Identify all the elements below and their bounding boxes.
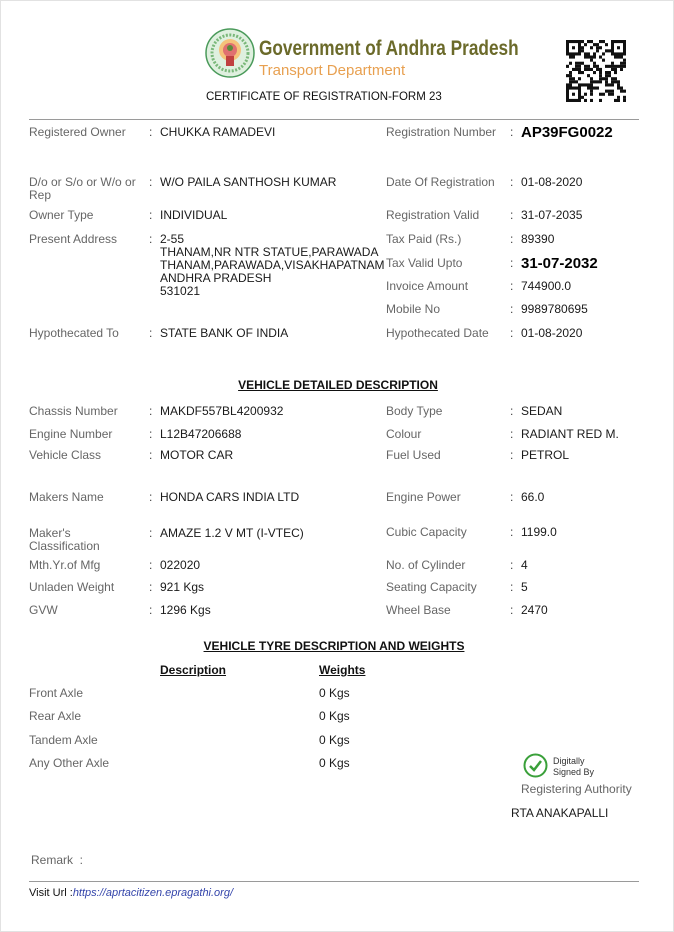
field-colon: : [510,175,514,189]
vehicle-section-title: VEHICLE DETAILED DESCRIPTION [238,378,438,392]
visit-url-row [29,887,233,899]
remark-label: Remark : [31,853,84,867]
field-colon: : [149,448,153,462]
field-value: MOTOR CAR [160,448,234,462]
field-value: INDIVIDUAL [160,208,228,222]
field-value: AMAZE 1.2 V MT (I-VTEC) [160,526,304,540]
field-value: 01-08-2020 [521,326,583,340]
field-value: HONDA CARS INDIA LTD [160,490,300,504]
field-colon: : [510,232,514,246]
field-colon: : [149,175,153,189]
field-colon: : [510,326,514,340]
field-value: PETROL [521,448,570,462]
field-value: 744900.0 [521,279,572,293]
axle-label: Tandem Axle [29,733,98,747]
field-colon: : [149,526,153,540]
field-value: 1199.0 [521,525,557,539]
field-colon: : [510,302,514,316]
field-value: 4 [521,558,528,572]
remark-label-text: Remark [31,853,74,867]
field-value: MAKDF557BL4200932 [160,404,284,418]
field-label: Vehicle Class [29,448,102,462]
header-divider [29,119,639,120]
address-line: ANDHRA PRADESH [160,271,272,285]
axle-weight: 0 Kgs [319,686,350,700]
field-label: Seating Capacity [386,580,477,594]
address-line: 531021 [160,284,201,298]
field-colon: : [149,603,153,617]
field-value: 31-07-2032 [521,255,598,272]
field-value: 022020 [160,558,201,572]
address-line: THANAM,PARAWADA,VISAKHAPATNAM [160,258,385,272]
rta-office: RTA ANAKAPALLI [511,806,609,820]
field-value: L12B47206688 [160,427,242,441]
field-value: 2470 [521,603,548,617]
field-label: Hypothecated Date [386,326,489,340]
gov-title: Government of Andhra Pradesh [259,37,519,60]
field-label: Mobile No [386,302,441,316]
field-label: Engine Number [29,427,113,441]
col-description: Description [160,663,227,677]
field-colon: : [149,404,153,418]
field-colon: : [510,279,514,293]
field-value: 89390 [521,232,555,246]
field-value: 2-55 [160,232,185,246]
field-value: 66.0 [521,490,545,504]
field-colon: : [149,558,153,572]
field-value: SEDAN [521,404,563,418]
field-label: Body Type [386,404,443,418]
field-value: 5 [521,580,528,594]
field-label: Registration Number [386,125,497,139]
field-label: Unladen Weight [29,580,115,594]
field-colon: : [510,490,514,504]
field-label: Wheel Base [386,603,451,617]
field-label: Invoice Amount [386,279,469,293]
field-label: Tax Paid (Rs.) [386,232,462,246]
field-colon: : [149,580,153,594]
col-weights: Weights [319,663,366,677]
axle-label: Any Other Axle [29,756,110,770]
field-label: No. of Cylinder [386,558,466,572]
footer-divider [29,881,639,882]
field-colon: : [149,490,153,504]
digital-signature-check-icon [523,753,548,778]
visit-url-label: Visit Url : [29,887,73,899]
field-value: 31-07-2035 [521,208,583,222]
field-value: STATE BANK OF INDIA [160,326,289,340]
field-label: Registered Owner [29,125,126,139]
dept-title: Transport Department [259,62,406,79]
field-label: Date Of Registration [386,175,495,189]
field-label: Fuel Used [386,448,441,462]
field-colon: : [510,208,514,222]
field-label: Makers Name [29,490,104,504]
field-label: Registration Valid [386,208,480,222]
axle-weight: 0 Kgs [319,733,350,747]
field-colon: : [510,125,514,139]
field-colon: : [510,580,514,594]
field-colon: : [510,525,514,539]
field-colon: : [149,326,153,340]
field-value: RADIANT RED M. [521,427,619,441]
field-colon: : [510,448,514,462]
axle-weight: 0 Kgs [319,756,350,770]
field-value: 9989780695 [521,302,588,316]
field-value: 01-08-2020 [521,175,583,189]
field-colon: : [510,603,514,617]
field-colon: : [149,427,153,441]
digitally-text: Digitally [553,756,585,766]
field-label: Owner Type [29,208,94,222]
signed-by-text: Signed By [553,767,595,777]
field-label: Tax Valid Upto [386,256,463,270]
field-colon: : [149,125,153,139]
field-value: 1296 Kgs [160,603,211,617]
field-label: Present Address [29,232,118,246]
ap-emblem-logo [205,28,255,78]
field-label: Maker's Classification [29,526,100,553]
field-colon: : [510,404,514,418]
field-colon: : [510,558,514,572]
field-label: Engine Power [386,490,461,504]
field-label: Colour [386,427,422,441]
field-value: CHUKKA RAMADEVI [160,125,276,139]
field-value: 921 Kgs [160,580,205,594]
registering-authority: Registering Authority [521,782,632,796]
visit-url-link[interactable]: https://aprtacitizen.epragathi.org/ [72,887,234,899]
field-value: W/O PAILA SANTHOSH KUMAR [160,175,337,189]
tyre-section-title: VEHICLE TYRE DESCRIPTION AND WEIGHTS [203,639,465,653]
axle-label: Front Axle [29,686,84,700]
field-label: Chassis Number [29,404,118,418]
field-colon: : [149,232,153,246]
field-label: GVW [29,603,58,617]
field-colon: : [149,208,153,222]
axle-label: Rear Axle [29,709,82,723]
field-label: D/o or S/o or W/o or Rep [29,175,136,202]
address-line: THANAM,NR NTR STATUE,PARAWADA [160,245,379,259]
field-label: Hypothecated To [29,326,119,340]
field-colon: : [510,427,514,441]
axle-weight: 0 Kgs [319,709,350,723]
form-title: CERTIFICATE OF REGISTRATION-FORM 23 [206,91,442,103]
field-label: Mth.Yr.of Mfg [29,558,101,572]
field-label: Cubic Capacity [386,525,467,539]
field-value: AP39FG0022 [521,124,613,141]
qr-code [566,40,626,102]
field-colon: : [510,256,514,270]
